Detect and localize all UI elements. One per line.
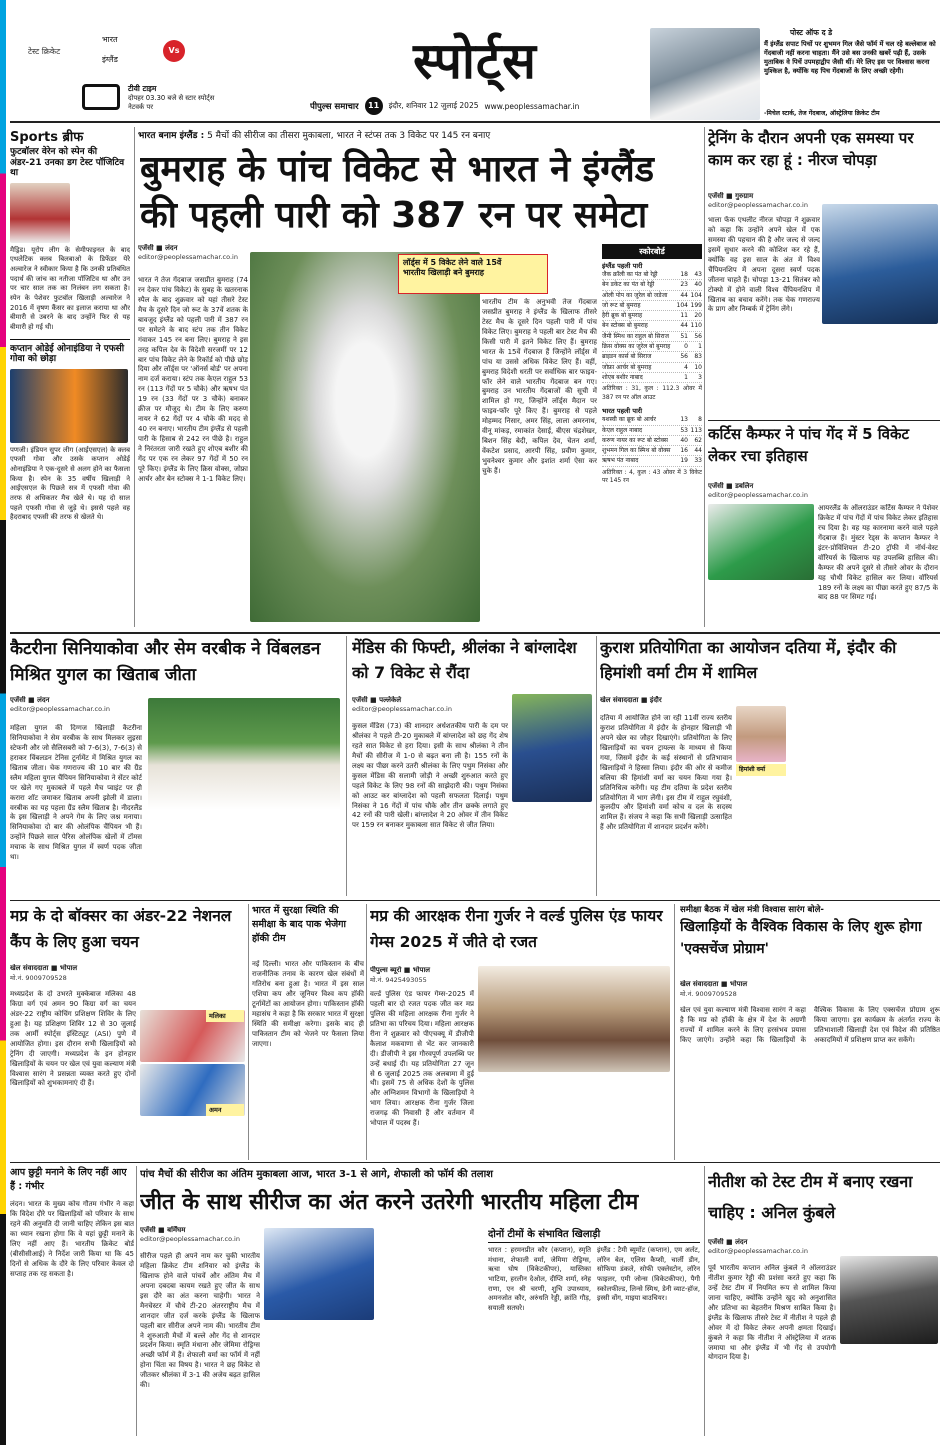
- score-row: [602, 321, 702, 331]
- mendis-agency: एजेंसी ■ पल्लेकेले: [352, 696, 402, 704]
- post-author: -मिचेल स्टार्क, तेज गेंदबाज, ऑस्ट्रेलिया क्रिकेट टीम: [764, 110, 880, 117]
- women-text: सीरीज पहले ही अपने नाम कर चुकी भारतीय महिला क्रिकेट टीम शनिवार को इंग्लैंड के खिलाफ होने वाले पांचवें और अंतिम मैच में अपना दबदबा कायम रखते हुए जीत के साथ इस दौरे का अंत करना चाहेगी। भारत ने मैनचेस्टर में चौथे टी-20 अंतरराष्ट्रीय मैच में शानदार जीत दर्ज करके इंग्लैंड के खिलाफ पहली बार सीरीज अपने नाम की। भारतीय टीम ने शुरुआती मैचों में बल्ले और गेंद से शानदार प्रदर्शन किया। स्मृति मंधाना और जेमिमा रोड्रिग्स अच्छी फॉर्म में हैं। शेफाली वर्मा का फॉर्म में नहीं होना चिंता का विषय है। भारत ने छह विकेट से जीतकर श्रीलंका में 3-1 की अजेय बढ़त हासिल की।: [140, 1252, 260, 1390]
- neeraj-text: भाला फेंक एथलीट नीरज चोपड़ा ने शुक्रवार को कहा कि उन्होंने अपने खेल में एक समस्या की पहचान की है और जल्द से जल्द इसमें सुधार करने की कोशिश कर रहे हैं, क्योंकि वह इस साल के अंत में विश्व चैंपियनशिप में अपना दूसरा स्वर्ण पदक जीतना चाहते हैं। चोपड़ा 13-21 सितंबर को टोक्यो में होने वाली विश्व चैंपियनशिप में खिताब का बचाव करेंगे। तक चेक गणराज्य के प्राग और निम्बर्क में ट्रेनिंग लेंगे।: [708, 216, 820, 314]
- score-value: 113: [690, 426, 702, 434]
- section-rule: [10, 632, 940, 634]
- score-value: 199: [690, 301, 702, 309]
- score-row: [602, 352, 702, 362]
- india-extras: अतिरिक्त : 4, कुल : 43 ओवर में 3 विकेट पर 145 रन: [602, 468, 702, 485]
- divider: [366, 904, 367, 1160]
- sarang-kicker: समीक्षा बैठक में खेल मंत्री विश्वास सारंग बोले-: [680, 905, 824, 915]
- score-value: 110: [690, 322, 702, 330]
- hockey-headline: भारत में सुरक्षा स्थिति की समीक्षा के बाद पाक भेजेगा हॉकी टीम: [252, 905, 346, 944]
- kramer-byline: [708, 482, 938, 504]
- divider: [704, 1166, 705, 1436]
- website: www.peoplessamachar.in: [484, 101, 580, 111]
- women-email: editor@peoplessamachar.co.in: [140, 1235, 240, 1243]
- kurash-headline: कुराश प्रतियोगिता का आयोजन दतिया में, इंदौर की हिमांशी वर्मा टीम में शामिल: [600, 638, 897, 682]
- sarang-byline: [680, 980, 810, 1004]
- batter-name: शुभमन गिल का स्मिथ बो वोक्स: [602, 447, 671, 455]
- squads-lists: [488, 1246, 700, 1313]
- masthead-title: स्पोर्ट्स: [413, 32, 537, 90]
- score-value: 62: [694, 436, 702, 444]
- byline-email: editor@peoplessamachar.co.in: [138, 253, 238, 261]
- divider: [708, 420, 940, 421]
- bumrah-photo: [250, 252, 480, 622]
- lead-kicker: [138, 128, 698, 144]
- bumrah-record-tag: [398, 254, 548, 294]
- lead-kicker-bold: भारत बनाम इंग्लैंड :: [138, 131, 205, 141]
- kramer-agency: एजेंसी ■ डबलिन: [708, 482, 754, 490]
- england-squad: इंग्लैंड : टैमी ब्यूमोंट (कप्तान), एम अर्लट, लॉरेन बेल, एलिस कैप्सी, चार्ली डीन, सोफिया डंकले, सोफी एक्लेस्टोन, लॉरेन फाइलर, एमी जोन्स (विकेटकीपर), पैगी स्कोलफील्ड, लिन्से स्मिथ, डेनी व्याट-हॉज, इस्सी वोंग, माइया बाउचियर।: [597, 1246, 700, 1303]
- batter-name: क्रिस वोक्स का जुरेल बो बुमराह: [602, 343, 671, 351]
- section-rule: [10, 900, 940, 901]
- lead-headline-2: की पहली पारी को 387 रन पर समेटा: [140, 195, 648, 236]
- post-label: पोस्ट ऑफ द डे: [790, 28, 833, 37]
- place: लंदन: [165, 244, 178, 252]
- sarang-agency: खेल संवाददाता ■ भोपाल: [680, 980, 748, 988]
- tag-line-2: भारतीय खिलाड़ी बने बुमराह: [403, 268, 485, 278]
- starc-photo: [650, 28, 760, 120]
- score-row: [602, 363, 702, 373]
- brief-photo-1: [10, 183, 70, 243]
- score-value: 16: [680, 447, 688, 455]
- neeraj-photo: [822, 204, 938, 324]
- women-headline: जीत के साथ सीरीज का अंत करने उतरेगी भारतीय महिला टीम: [140, 1190, 639, 1215]
- score-value: 1: [684, 373, 688, 381]
- tag-line-1: लॉर्ड्स में 5 विकेट लेने वाले 15वें: [403, 258, 502, 267]
- section-rule: [10, 1162, 940, 1163]
- score-value: 56: [680, 353, 688, 361]
- brief-label: Sports ब्रीफ: [10, 130, 84, 145]
- himanshi-photo: [736, 706, 786, 762]
- divider: [248, 904, 249, 1160]
- score-row: [602, 373, 702, 383]
- batter-name: ब्राइडन कार्स बो सिराज: [602, 353, 652, 361]
- india-innings-header: भारत पहली पारी: [602, 407, 643, 416]
- post-text: मैं इंग्लैंड सपाट पिचों पर शुभमन गिल जैसे फॉर्म में चल रहे बल्लेबाज को गेंदबाजी नहीं करना चाहता। मैंने उसे बस उनकी खबरें पढ़ी हैं, उसके मुताबिक वे पिचें उपमहाद्वीप जैसी थीं। मेरे लिए इस पर विश्वास करना मुश्किल है, क्योंकि यह पिच गेंदबाजों के लिए अच्छी रहेगी।: [764, 40, 936, 75]
- byline-agency: एजेंसी ■ लंदन: [138, 244, 178, 252]
- kurash-text: दतिया में आयोजित होने जा रही 11वीं राज्य स्तरीय कुराश प्रतियोगिता में इंदौर के होनहार खिलाड़ी भी अपने खेल का जौहर दिखाएंगे। प्रतियोगिता के लिए खिलाड़ियों का चयन ट्रायल्स के माध्यम से किया गया, जिसमें इंदौर के कई संस्थानों से प्रतिभावान खिलाड़ियों ने हिस्सा लिया। इंदौर की ओर से कमीज बलिया की हिमांशी वर्मा का चयन किया गया है। प्रतिनिधित्व करेंगी। यह टीम दतिया के प्रदेश स्तरीय प्रतियोगिता में भाग लेंगी। इस टीम में राहुल रघुवंशी, कुलदीप और हिमांशी वर्मा कोच व दल के सदस्य शामिल हैं। संजय ने कहा कि सभी खिलाड़ी उत्साहित हैं और प्रतियोगिता में शानदार प्रदर्शन करेंगे।: [600, 714, 732, 832]
- score-value: 1: [698, 343, 702, 351]
- sarang-headline-block: [680, 904, 940, 980]
- kumble-headline: नीतीश को टेस्ट टीम में बनाए रखना चाहिए : अनिल कुंबले: [708, 1172, 913, 1223]
- neeraj-headline: ट्रेनिंग के दौरान अपनी एक समस्या पर काम कर रहा हूं : नीरज चोपड़ा: [708, 129, 914, 169]
- vs-badge: Vs: [163, 40, 185, 62]
- divider: [346, 636, 347, 896]
- masthead-rule: [10, 121, 940, 123]
- schedule-text: दोपहर 03.30 बजे से स्टार स्पोर्ट्स नेटवर्क पर: [128, 94, 215, 111]
- score-row: [602, 270, 702, 280]
- score-row: [602, 332, 702, 342]
- score-value: 4: [684, 363, 688, 371]
- reena-text: वर्ल्ड पुलिस एंड फायर गेम्स-2025 में पहली बार दो रजत पदक जीत कर मप्र पुलिस की महिला आरक्षक रीना गुर्जर ने प्रतिभा का परिचय दिया। महिला आरक्षक रीना ने शुक्रवार को पीएचक्यू में डीजीपी कैलाश मकवाणा से भेंट कर जानकारी दी। डीजीपी ने इस गौरवपूर्ण उपलब्धि पर उन्हें बधाई दी। यह प्रतियोगिता 27 जून से 6 जुलाई 2025 तक अलबामा में हुई थी। इसमें 75 से अधिक देशों के पुलिस और अग्निशमन विभागों के खिलाड़ियों ने भाग लिया। आरक्षक रीना गुर्जर जिला राजगढ़ की निवासी हैं और वर्तमान में भोपाल में पदस्थ हैं।: [370, 990, 474, 1128]
- lead-kicker-text: 5 मैचों की सीरीज का तीसरा मुकाबला, भारत ने स्टंप्स तक 3 विकेट पर 145 रन बनाए: [207, 131, 491, 141]
- kumble-byline: [708, 1238, 848, 1262]
- reena-phone: मो.नं. 9425493055: [370, 976, 427, 984]
- score-row: [602, 291, 702, 301]
- boxers-phone: मो.नं. 9009709528: [10, 974, 67, 982]
- score-value: 19: [680, 457, 688, 465]
- india-batting-rows: [602, 415, 702, 466]
- divider: [704, 127, 705, 627]
- neeraj-agency: एजेंसी ■ गुरुग्राम: [708, 192, 754, 200]
- score-value: 8: [698, 416, 702, 424]
- page-number: 11: [365, 97, 383, 115]
- test-label: टेस्ट क्रिकेट: [28, 47, 61, 56]
- squads-box: [488, 1226, 700, 1436]
- score-value: 40: [680, 436, 688, 444]
- wimbledon-agency: एजेंसी ■ लंदन: [10, 696, 50, 704]
- score-value: 44: [694, 447, 702, 455]
- women-team-photo: [264, 1228, 374, 1320]
- mendis-headline: मेंडिस की फिफ्टी, श्रीलंका ने बांग्लादेश को 7 विकेट से रौंदा: [352, 638, 577, 682]
- england-batting-rows: [602, 270, 702, 383]
- registration-color-strip: [0, 0, 6, 1445]
- lead-headline-1: बुमराह के पांच विकेट से भारत ने इंग्लैंड: [140, 149, 655, 190]
- score-row: [602, 280, 702, 290]
- batter-name: जैक क्रॉली का पंत बो रेड्डी: [602, 271, 658, 278]
- reena-agency: पीपुल्स ब्यूरो ■ भोपाल: [370, 966, 431, 974]
- score-value: 10: [694, 363, 702, 371]
- brief-headline-1: फुटबॉलर वेरेन को स्पेन की अंडर-21 उनका डग टेस्ट पॉजिटिव था: [10, 147, 125, 179]
- sarang-phone: मो.नं. 9009709528: [680, 990, 737, 998]
- batter-name: हैरी ब्रूक बो बुमराह: [602, 312, 643, 320]
- divider: [136, 1166, 137, 1436]
- score-row: [602, 456, 702, 466]
- tv-icon: [82, 84, 120, 110]
- score-value: 18: [680, 271, 688, 278]
- score-row: [602, 436, 702, 446]
- divider: [596, 636, 597, 896]
- score-row: [602, 426, 702, 436]
- score-value: 43: [694, 271, 702, 278]
- reena-headline: मप्र की आरक्षक रीना गुर्जर ने वर्ल्ड पुलिस एंड फायर गेम्स 2025 में जीते दो रजत: [370, 907, 663, 951]
- himanshi-caption: हिमांशी वर्मा: [736, 764, 786, 776]
- score-value: 83: [694, 353, 702, 361]
- batter-name: करुण नायर का रूट बो स्टोक्स: [602, 436, 668, 444]
- divider: [674, 904, 675, 1160]
- channel-label: टीवी टाइम: [128, 84, 157, 93]
- agency: एजेंसी: [138, 244, 154, 252]
- score-value: 3: [698, 373, 702, 381]
- gambhir-headline: आप छुट्टी मनाने के लिए नहीं आए हैं : गंभीर: [10, 1167, 127, 1192]
- score-row: [602, 446, 702, 456]
- batter-name: जो रूट बो बुमराह: [602, 301, 641, 309]
- malika-tag: मलिका: [206, 1010, 244, 1022]
- match-info-box: [10, 32, 220, 114]
- kumble-photo: [840, 1256, 938, 1344]
- score-value: 104: [676, 301, 688, 309]
- date-line: इंदौर, शनिवार 12 जुलाई 2025: [388, 101, 479, 110]
- score-value: 56: [694, 332, 702, 340]
- women-kicker: पांच मैचों की सीरीज का अंतिम मुकाबला आज, भारत 3-1 से आगे, शेफाली को फॉर्म की तलाश: [140, 1169, 493, 1180]
- masthead-dateline: [310, 95, 640, 117]
- boxers-text: मध्यप्रदेश के दो उभरते मुक्केबाज मलिका 48 किग्रा वर्ग एवं अमन 90 किग्रा वर्ग का चयन अंडर-22 राष्ट्रीय कोचिंग प्रशिक्षण शिविर के लिए हुआ है। यह प्रशिक्षण शिविर 12 से 30 जुलाई तक आर्मी स्पोर्ट्स इंस्टिट्यूट (ASI) पुणे में आयोजित होगा। इस दौरान सभी खिलाड़ियों को ट्रेनिंग दी जाएगी। मध्यप्रदेश के इन होनहार खिलाड़ियों के चयन पर खेल एवं युवा कल्याण मंत्री विश्वास सारंग ने प्रसन्नता व्यक्त करते हुए दोनों खिलाड़ियों को शुभकामनाएं दी हैं।: [10, 990, 136, 1088]
- team-a: भारत: [102, 35, 118, 44]
- reena-photo: [478, 966, 670, 1072]
- kumble-text: पूर्व भारतीय कप्तान अनिल कुंबले ने ऑलराउंडर नीतीश कुमार रेड्डी की प्रशंसा करते हुए कहा कि उन्हें टेस्ट टीम में नियमित रूप से शामिल किया जाना चाहिए, क्योंकि उन्होंने खुद को अनुशासित और प्रतिभा का बेहतरीन मिश्रण साबित किया है। इंग्लैंड के खिलाफ तीसरे टेस्ट में नीतीश ने पहले ही ओवर में दो विकेट लेकर अपनी क्षमता दिखाई। कुंबले ने कहा कि नीतीश ने ऑस्ट्रेलिया में शतक जमाया था और इंग्लैंड में भी गेंद से उपयोगी योगदान दिया है।: [708, 1264, 836, 1362]
- score-value: 40: [694, 281, 702, 289]
- hockey-text: नई दिल्ली। भारत और पाकिस्तान के बीच राजनीतिक तनाव के कारण खेल संबंधों में गतिरोध बना हुआ है। भारत में इस साल एशिया कप और जूनियर विश्व कप हॉकी टूर्नामेंटों का आयोजन होगा। पाकिस्तान हॉकी महासंघ ने कहा है कि सरकार भारत में सुरक्षा स्थिति की समीक्षा करेगा। इसके बाद ही पाकिस्तान टीम को भेजने पर फैसला लिया जाएगा।: [252, 960, 364, 1048]
- squads-title: दोनों टीमों के संभावित खिलाड़ी: [488, 1226, 700, 1243]
- boxers-headline: मप्र के दो बॉक्सर का अंडर-22 नेशनल कैंप के लिए हुआ चयन: [10, 907, 232, 951]
- score-value: 20: [694, 312, 702, 320]
- wimbledon-photo: [148, 698, 340, 810]
- sarang-headline: खिलाड़ियों के वैश्विक विकास के लिए शुरू होगा 'एक्सचेंज प्रोग्राम': [680, 919, 922, 957]
- mendis-photo: [512, 694, 592, 802]
- score-value: 104: [690, 291, 702, 299]
- scoreboard-title: स्कोरबोर्ड: [602, 244, 702, 259]
- kramer-email: editor@peoplessamachar.co.in: [708, 491, 808, 499]
- score-value: 23: [680, 281, 688, 289]
- batter-name: जैमी स्मिथ का राहुल बो सिराज: [602, 332, 669, 340]
- kramer-headline: कर्टिस कैम्फर ने पांच गेंद में 5 विकेट लेकर रचा इतिहास: [708, 425, 910, 465]
- women-text-cont: [264, 1324, 484, 1434]
- score-row: [602, 342, 702, 352]
- kurash-byline: खेल संवाददाता ■ इंदौर: [600, 696, 662, 704]
- post-of-the-day: [650, 28, 940, 120]
- wimbledon-byline: [10, 696, 140, 720]
- boxers-agency: खेल संवाददाता ■ भोपाल: [10, 964, 78, 972]
- score-row: [602, 311, 702, 321]
- gambhir-text: लंदन। भारत के मुख्य कोच गौतम गंभीर ने कहा कि विदेश दौरे पर खिलाड़ियों को परिवार के साथ रहने की अनुमति दी जानी चाहिए लेकिन इस बात का ध्यान रखना होगा कि वे यहां छुट्टी मनाने के लिए नहीं आए हैं। भारतीय क्रिकेट बोर्ड (बीसीसीआई) ने निर्देश जारी किया था कि 45 दिनों से अधिक के दौरे के लिए परिवार केवल दो सप्ताह तक रह सकता है।: [10, 1200, 134, 1278]
- england-extras: अतिरिक्त : 31, कुल : 112.3 ओवर में 387 रन पर ऑल आउट: [602, 385, 702, 401]
- brief-text-1: मैड्रिड। यूरोप लीग के सेमीफाइनल के बाद एथलेटिक क्लब बिलबाओ के डिफेंडर येरे अल्वारेज ने स्वीकार किया है कि उनकी प्रतिबंधित पदार्थ की जांच का नतीजा पॉजिटिव था और उन पर चार साल तक का निलंबन लग सकता है। स्पेन के पेशेवर फुटबॉल खिलाड़ी अल्वारेज ने 2016 में वृषण कैंसर का इलाज कराया था और बीमारी से उबरने के बाद उन्होंने फिर से यह बीमारी हो गई थी।: [10, 245, 130, 331]
- wimbledon-text-cont: [148, 814, 342, 894]
- score-value: 13: [680, 416, 688, 424]
- score-value: 44: [680, 322, 688, 330]
- batter-name: बेन स्टोक्स बो बुमराह: [602, 322, 648, 330]
- india-squad: भारत : हरमनप्रीत कौर (कप्तान), स्मृति मंधाना, शेफाली वर्मा, जेमिमा रोड्रिग्स, ऋचा घोष (विकेटकीपर), यास्तिका भाटिया, हरलीन देओल, दीप्ति शर्मा, स्नेह राणा, एन श्री चरणी, शुचि उपाध्याय, अमनजोत कौर, अरुंधति रेड्डी, क्रांति गौड़, सयाली सतघरे।: [488, 1246, 591, 1312]
- kumble-agency: एजेंसी ■ लंदन: [708, 1238, 748, 1246]
- team-b: इंग्लैंड: [102, 55, 118, 64]
- mendis-text: कुसल मेंडिस (73) की शानदार अर्धशतकीय पारी के दम पर श्रीलंका ने पहले टी-20 मुकाबले में बांग्लादेश को छह गेंद शेष रहते सात विकेट से हरा दिया। इसी के साथ श्रीलंका ने तीन मैचों की सीरीज में 1-0 से बढ़त बना ली है। 155 रनों के लक्ष्य का पीछा करने उतरी श्रीलंका के लिए पथुम निसंका और कुसल मेंडिस की सलामी जोड़ी ने अच्छी शुरुआत करते हुए पहले विकेट के लिए 98 रनों की साझेदारी की। पथुम निसंका को आउट कर बांग्लादेश को पहली सफलता दिलाई। पथुम निसंका ने 16 गेंदों में पांच चौके और तीन छक्के लगाते हुए 42 रनों की पारी खेली। बांग्लादेश ने 20 ओवर में तीन विकेट पर 159 रन बनाकर मुकाबला सात विकेट से जीत लिया।: [352, 722, 508, 830]
- score-value: 11: [680, 312, 688, 320]
- kumble-email: editor@peoplessamachar.co.in: [708, 1247, 808, 1255]
- wimbledon-headline: कैटरीना सिनियाकोवा और सेम वरबीक ने विंबलडन मिश्रित युगल का खिताब जीता: [10, 639, 321, 686]
- lead-text-col2: भारतीय टीम के अनुभवी तेज गेंदबाज जसप्रीत बुमराह ने इंग्लैंड के खिलाफ तीसरे टेस्ट मैच के दूसरे दिन पहली पारी में पांच विकेट लिए। बुमराह ने पहली बार टेस्ट मैच की किसी पारी में इतने विकेट लिए हैं। बुमराह भारत के 15वें गेंदबाज हैं जिन्होंने लॉर्ड्स में पांच या उससे अधिक विकेट लिए हैं। वहीं, बुमराह विदेशी धरती पर सर्वाधिक बार फाइव-फॉर लेने वाले भारतीय गेंदबाज बन गए। बुमराह उन भारतीय गेंदबाजों की सूची में शामिल हो गए, जिन्होंने लॉर्ड्स मैदान पर फाइव-फॉर पूरे किए हैं। बुमराह से पहले मोहम्मद निसार, अमर सिंह, लाला अमरनाथ, वीनू मांकड़, रमाकांत देसाई, बीएस चंद्रशेखर, बिशन सिंह बेदी, कपिल देव, चेतन शर्मा, वेंकटेश प्रसाद, आरपी सिंह, प्रवीण कुमार, भुवनेश्वर कुमार और इशांत शर्मा ऐसा कर चुके हैं।: [482, 298, 597, 475]
- batter-name: बेन डकेट का पंत बो रेड्डी: [602, 281, 655, 289]
- brief-photo-2: [10, 369, 128, 443]
- mendis-email: editor@peoplessamachar.co.in: [352, 705, 452, 713]
- batter-name: ऋषभ पंत नाबाद: [602, 457, 639, 465]
- women-agency: एजेंसी ■ बर्मिंघम: [140, 1226, 186, 1234]
- neeraj-email: editor@peoplessamachar.co.in: [708, 201, 808, 209]
- england-innings-header: इंग्लैंड पहली पारी: [602, 262, 643, 270]
- brief-text-2: पणजी। इंडियन सुपर लीग (आईएसएल) के क्लब एफसी गोवा और उसके कप्तान ओडेई ओनाइंडिया ने एक-दूसरे से अलग होने का फैसला किया है। स्पेन के 35 वर्षीय खिलाड़ी ने आईएसएल के पिछले सत्र में एफसी गोवा की तरफ से अधिकतर मैच खेले थे। यह दो साल पहले एफसी गोवा से जुड़े थे। इससे पहले वह हैदराबाद एफसी की तरफ से खेलते थे।: [10, 445, 130, 522]
- women-byline: [140, 1226, 270, 1250]
- batter-name: केएल राहुल नाबाद: [602, 426, 643, 434]
- wimbledon-text: महिला युगल की दिग्गज खिलाड़ी कैटरीना सिनियाकोवा ने सेम वरबीक के साथ मिलकर लुइसा स्टेफनी और जो सैलिसबरी को 7-6(3), 7-6(3) से हराकर विंबलडन टेनिस टूर्नामेंट में मिश्रित युगल का खिताब जीता। चेक गणराज्य की 10 बार की ग्रैंड स्लैम महिला युगल चैंपियन सिनियाकोवा ने सेंटर कोर्ट पर खेले गए मुकाबले में पहले मैच प्वाइंट पर ही करारा शॉट जमाकर खिताब अपनी झोली में डाला। वरबीक का यह पहला ग्रैंड स्लैम खिताब है। नीदरलैंड के इस खिलाड़ी ने अपने गेम के लिए जश्न मनाया। सिनियाकोवा दो बार की ओलंपिक चैंपियन भी हैं। उन्होंने पिछले साल पेरिस ओलंपिक खेलों में टॉमस मचाक के साथ मिश्रित युगल में स्वर्ण पदक जीता था।: [10, 724, 142, 862]
- boxers-byline: [10, 964, 140, 988]
- score-row: [602, 301, 702, 311]
- kramer-photo: [708, 504, 814, 580]
- mendis-byline: [352, 696, 512, 720]
- sarang-text: खेल एवं युवा कल्याण मंत्री विश्वास सारंग ने कहा है कि मप्र को हॉकी के क्षेत्र में देश के अग्रणी राज्यों में शामिल करने के लिए हरसंभव प्रयास किए जाएंगे। उन्होंने कहा कि खिलाड़ियों के वैश्विक विकास के लिए एक्सचेंज प्रोग्राम शुरू किया जाएगा। इस कार्यक्रम के अंतर्गत राज्य के प्रतिभाशाली खिलाड़ी देश एवं विदेश की प्रतिष्ठित अकादमियों में प्रशिक्षण प्राप्त कर सकेंगे।: [680, 1006, 940, 1044]
- batter-name: यशस्वी का ब्रूक बो आर्चर: [602, 416, 656, 424]
- lead-text-col1: भारत ने तेज गेंदबाज जसप्रीत बुमराह (74 रन देकर पांच विकेट) के सुबह के खतरनाक स्पैल के बाद शुक्रवार को यहां तीसरे टेस्ट मैच के दूसरे दिन जो रूट के 37वें शतक के बावजूद इंग्लैंड को पहली पारी में 387 रन पर समेटने के बाद स्टंप तक तीन विकेट गंवाकर 145 रन बना लिए। बुमराह ने इस तरह कपिल देव के विदेशी सरजमीं पर 12 बार पांच विकेट लेने के रिकॉर्ड को पीछे छोड़ दिया और लॉर्ड्स पर 'ऑनर्स बोर्ड' पर अपना नाम दर्ज कराया। स्टंप तक केएल राहुल 53 रन (113 गेंदों पर 5 चौके) और ऋषभ पंत 19 रन (33 गेंदों पर 3 चौके) बनाकर क्रीज पर मौजूद थे। टीम के लिए करुण नायर ने 62 गेंदों पर 4 चौके की मदद से 40 रन बनाए। भारतीय टीम इंग्लैंड से पहली पारी के हिसाब से 242 रन पीछे है। राहुल ने निरंतरता जारी रखते हुए शोएब बशीर की गेंद पर एक रन लेकर 97 गेंदों में 50 रन पूरे किए। इंग्लैंड के लिए क्रिस वोक्स, जोफ्रा आर्चर और बेन स्टोक्स ने 1-1 विकेट लिए।: [138, 276, 248, 483]
- wimbledon-email: editor@peoplessamachar.co.in: [10, 705, 110, 713]
- kramer-text: आयरलैंड के ऑलराउंडर कर्टिस कैम्फर ने पेशेवर क्रिकेट में पांच गेंदों में पांच विकेट लेकर इतिहास रच दिया है। वह यह कारनामा करने वाले पहले गेंदबाज हैं। मुंस्टर रेड्स के कप्तान कैम्फर ने इंटर-प्रोविंशियल टी-20 ट्रॉफी में नॉर्थ-वेस्ट वॉरियर्स के खिलाफ यह उपलब्धि हासिल की। कैम्फर की अपने दूसरे से तीसरे ओवर के दौरान यह चौथी विकेट हासिल कर लिया। वॉरियर्स 189 रनों के लक्ष्य का पीछा करते हुए 87/5 के बाद 88 पर सिमट गई।: [818, 504, 938, 602]
- score-value: 44: [680, 291, 688, 299]
- batter-name: जोफ्रा आर्चर बो बुमराह: [602, 363, 652, 371]
- divider: [134, 127, 135, 627]
- aman-tag: अमन: [206, 1104, 244, 1116]
- brief-headline-2: कप्तान ओडेई ओनाइंडिया ने एफसी गोवा को छोड़ा: [10, 339, 130, 365]
- score-value: 33: [694, 457, 702, 465]
- scoreboard: [602, 244, 702, 629]
- score-value: 0: [684, 343, 688, 351]
- batter-name: शोएब बशीर नाबाद: [602, 373, 643, 381]
- paper-name: पीपुल्स समाचार: [310, 101, 359, 112]
- score-value: 51: [680, 332, 688, 340]
- batter-name: ओली पोप का जुरेल बो जडेजा: [602, 291, 668, 299]
- score-row: [602, 415, 702, 425]
- score-value: 53: [680, 426, 688, 434]
